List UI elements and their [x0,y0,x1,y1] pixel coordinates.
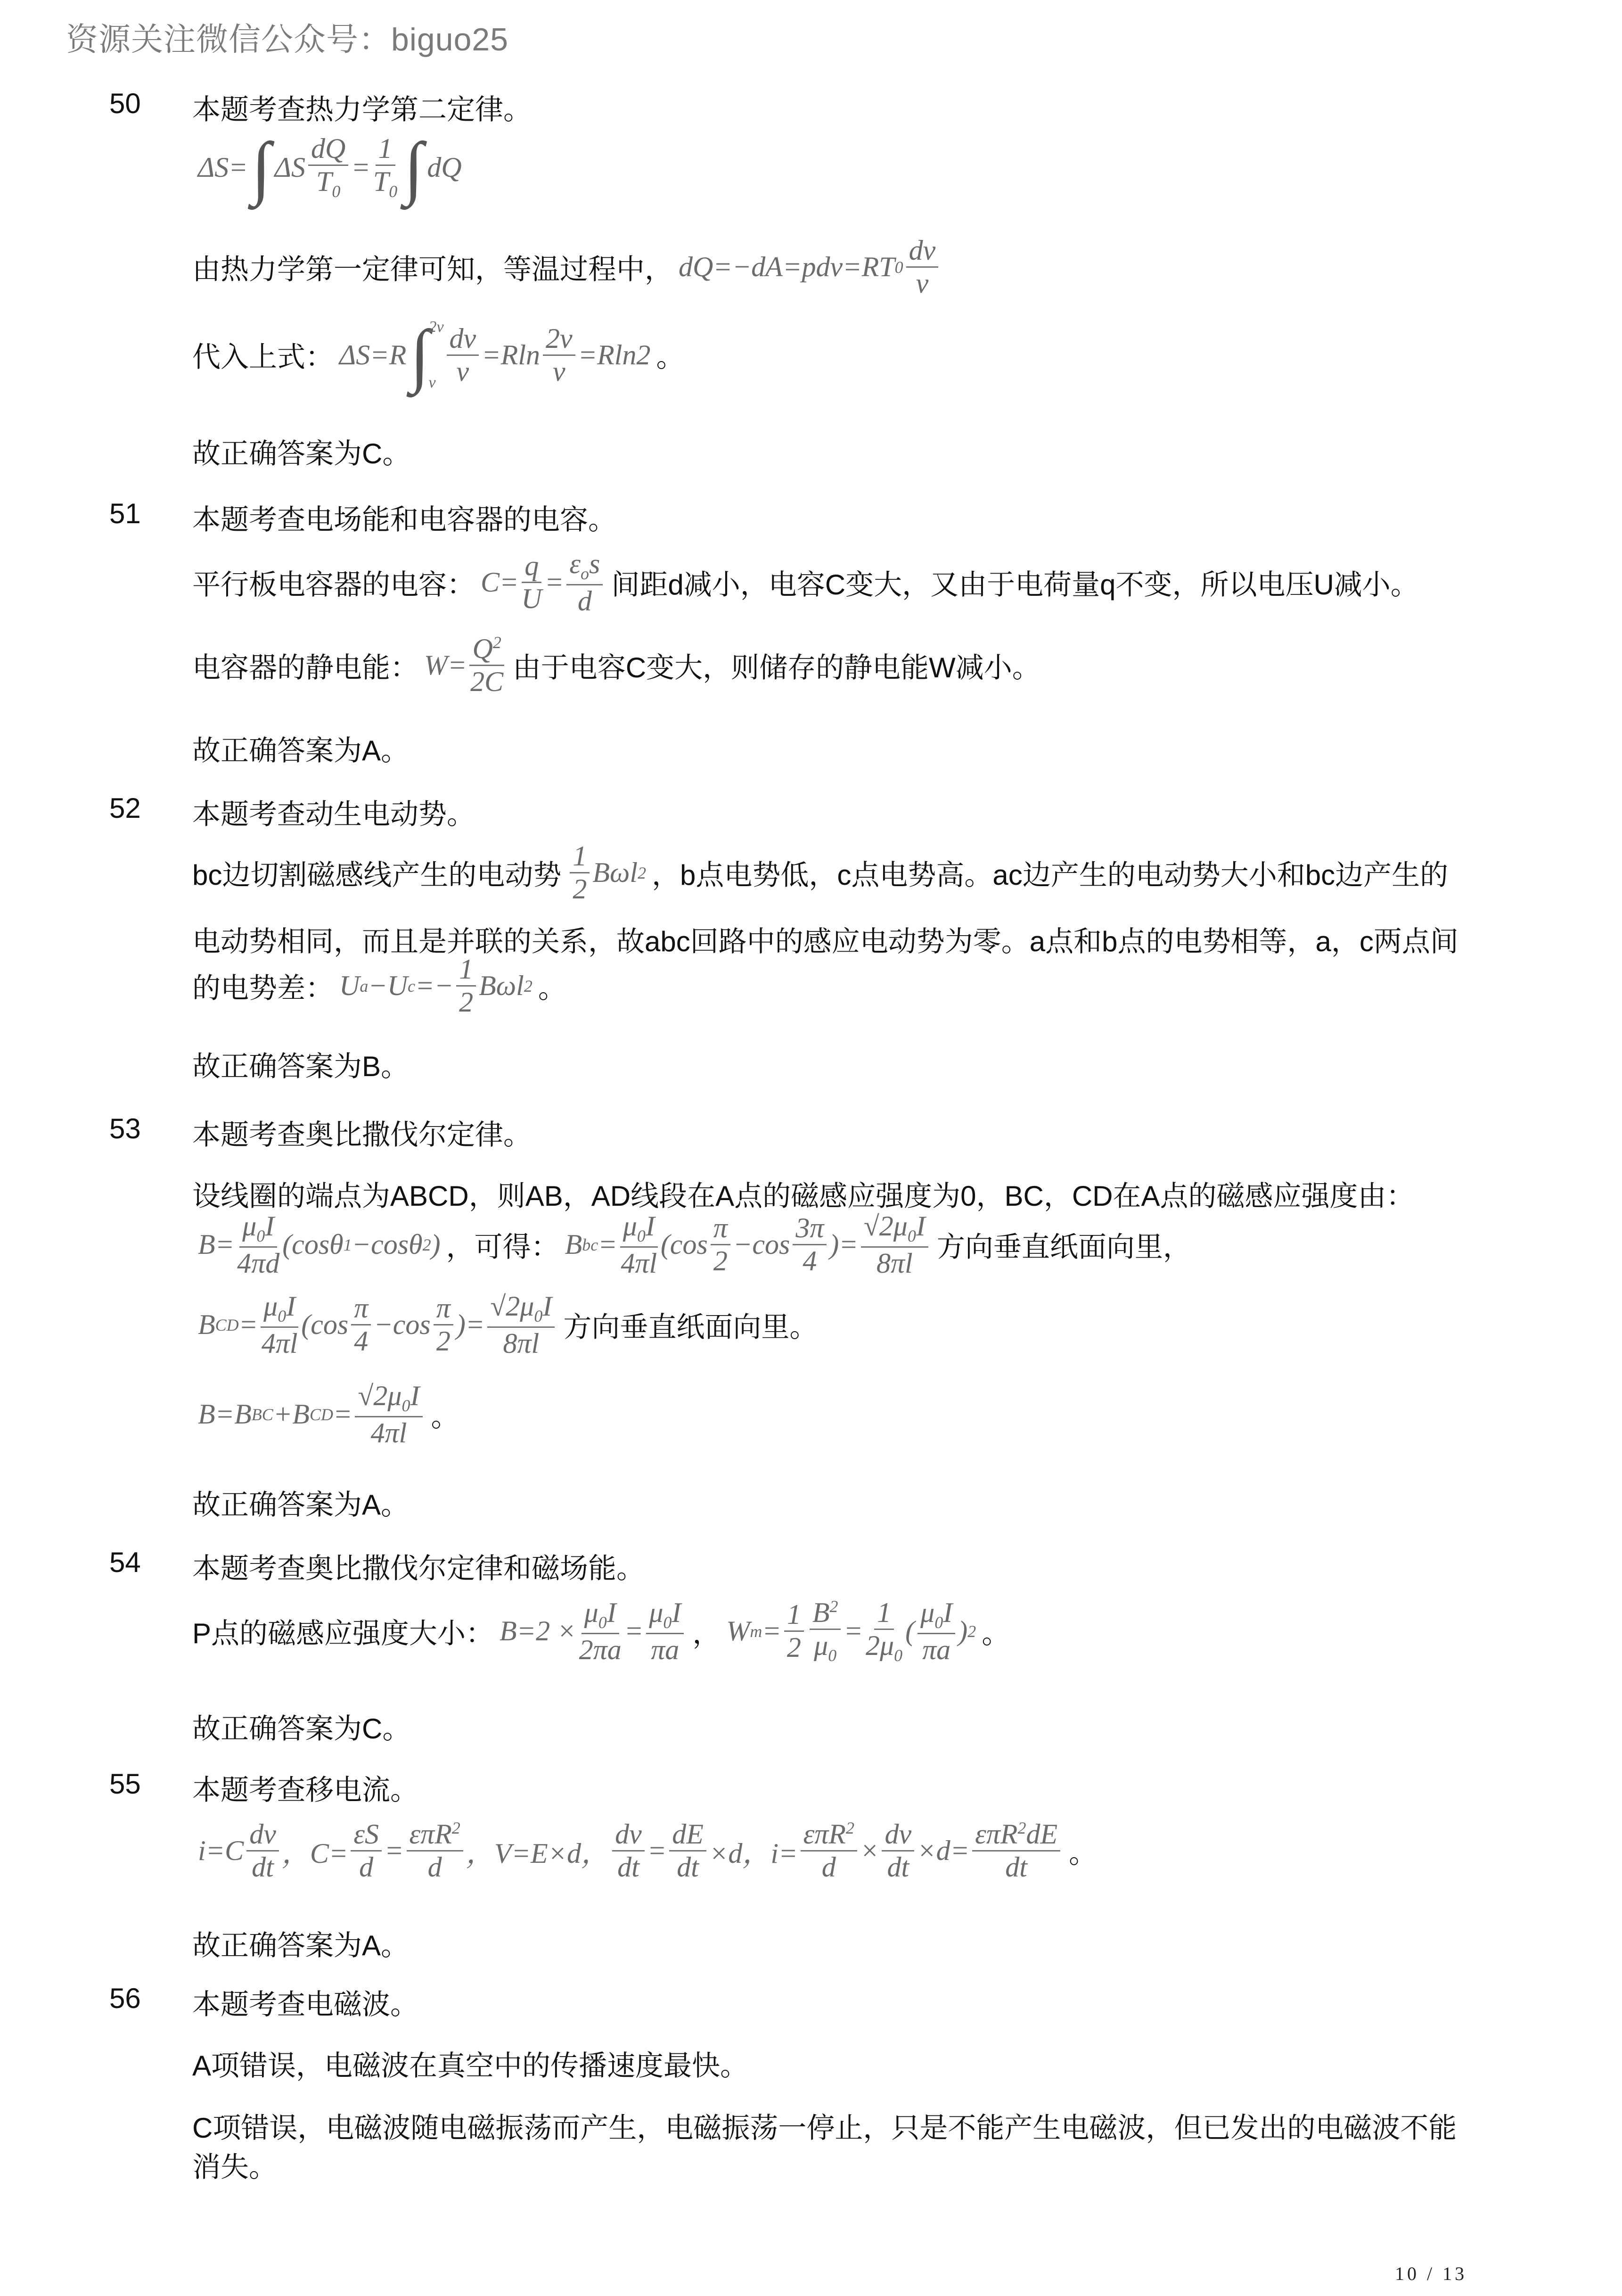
line-suffix: 。 [982,1617,1010,1649]
line-text: 故正确答案为A。 [192,735,410,766]
question-number: 53 [109,1113,141,1144]
question-number: 51 [109,498,141,529]
watermark: 资源关注微信公众号：biguo25 [66,22,509,58]
line-suffix: 由于电容C变大，则储存的静电能W减小。 [512,651,1040,683]
line-text: C项错误，电磁波随电磁振荡而产生，电磁振荡一停止，只是不能产生电磁波，但已发出的电磁波不能 [192,2112,1457,2144]
line-text: 电容器的静电能： [192,651,418,683]
formula: B CD = $\frac{\mu_0I}{4\pi l}$ (cos $\frac{\pi}{4}$ −cos $\frac{\pi}{2}$ )= $\frac{√2\mu_0I}{8\pi l}$ [198,1292,557,1358]
formula: $\frac{1}{2}$ Bωl 2 [567,841,646,904]
explanation-line [192,2043,748,2084]
question-number: 52 [109,792,141,824]
item-heading: 本题考查动生电动势。 [192,798,475,830]
line-text: bc边切割磁感线产生的电动势 [192,859,562,891]
formula-line [192,1819,1097,1882]
explanation-line [192,549,1419,616]
explanation-line [192,236,947,298]
answer-line [192,1482,409,1523]
line-suffix: 间距d减小，电容C变大，又由于电荷量q不变，所以电压U减小。 [611,568,1419,601]
explanation-line [192,1598,1010,1665]
line-text: 代入上式： [192,341,334,373]
line-text: A项错误，电磁波在真空中的传播速度最快。 [192,2050,749,2082]
line-suffix: 。 [1069,1837,1098,1869]
answer-line [192,728,409,769]
answer-line [192,1044,409,1085]
line-text: 故正确答案为B。 [192,1051,410,1082]
line-text: 故正确答案为C。 [192,438,411,469]
formula: C= $\frac{q}{U}$ = $\frac{\varepsilon_os}{d}$ [481,549,606,616]
line-text: 由热力学第一定律可知，等温过程中， [192,253,673,285]
item-heading: 本题考查移电流。 [192,1774,418,1806]
formula: i=C $\frac{dv}{dt}$ ，C= $\frac{\varepsilon S}{d}$ = $\frac{\varepsilon\pi R^2}{d}$ ，V=E×d， $\frac{dv}{dt}$ = $\frac{dE}{dt}$ ×d，i= $\frac{\varepsilon\pi R^2}{d}$ × $\frac{dv}{dt}$ ×d= $\frac{\varepsilon\pi R^2dE}{dt}$ [198,1819,1063,1882]
line-suffix: 方向垂直纸面向里， [936,1231,1191,1263]
line-text: 设线圈的端点为ABCD，则AB，AD线段在A点的磁感应强度为0，BC，CD在A点的磁感应强度由： [192,1180,1415,1212]
formula-line [192,1381,459,1448]
answer-line [192,1923,409,1964]
explanation-line [192,318,684,392]
line-text: 故正确答案为C。 [192,1713,411,1745]
formula: ΔS= ∫ ΔS $\frac{dQ}{T_0}$ = $\frac{1}{T_0}$ ∫ dQ [198,128,462,206]
line-suffix: 。 [656,341,685,373]
formula: B= $\frac{\mu_0I}{4\pi d}$ (cosθ 1 −cosθ 2 ) [198,1210,441,1279]
line-suffix: ， [692,1617,721,1649]
formula: ΔS=R ∫ 2v v $\frac{dv}{v}$ =Rln $\frac{2v}{v}$ =Rln2 [339,316,651,394]
item-heading: 本题考查电场能和电容器的电容。 [192,504,616,535]
line-text: 的电势差： [192,972,334,1004]
explanation-line [192,2145,277,2185]
formula-line [192,128,467,206]
item-heading: 本题考查奥比撒伐尔定律。 [192,1119,532,1151]
line-text: 平行板电容器的电容： [192,568,475,601]
page-separator: / [1427,2263,1435,2284]
line-text: 电动势相同，而且是并联的关系，故abc回路中的感应电动势为零。a点和b点的电势相等，a，c两点间 [192,926,1458,957]
explanation-line [192,841,1448,904]
line-suffix: 。 [538,972,566,1004]
question-number: 56 [109,1983,141,2014]
explanation-line [192,919,1458,960]
page-indicator [1395,2263,1467,2285]
formula: B=B BC +B CD = $\frac{√2\mu_0I}{4\pi l}$ [198,1381,426,1448]
question-number: 55 [109,1768,141,1800]
page-current: 10 [1395,2263,1419,2284]
line-text: 消失。 [192,2151,277,2183]
item-heading: 本题考查热力学第二定律。 [192,94,532,125]
formula: W= $\frac{Q^2}{2C}$ [424,633,504,697]
question-number: 54 [109,1547,141,1578]
explanation-line [192,634,1040,697]
formula: W m = $\frac{1}{2}$ $\frac{B^2}{\mu_0}$ = $\frac{1}{2\mu_0}$ ( $\frac{\mu_0I}{\pi a}$ ) 2 [726,1597,976,1665]
line-suffix: ，可得： [446,1231,559,1263]
item-heading: 本题考查奥比撒伐尔定律和磁场能。 [192,1553,645,1584]
line-suffix: 。 [431,1400,459,1432]
answer-line [192,431,410,472]
explanation-line [192,1174,1415,1214]
answer-line [192,1706,410,1747]
line-text: 故正确答案为A。 [192,1489,410,1521]
formula-line [192,1211,1191,1278]
item-heading: 本题考查电磁波。 [192,1989,418,2020]
page-total: 13 [1442,2263,1467,2284]
line-suffix: ，b点电势低，c点电势高。ac边产生的电动势大小和bc边产生的 [652,859,1449,891]
formula-line [192,1292,818,1358]
line-text: 故正确答案为A。 [192,1930,410,1961]
formula: B bc = $\frac{\mu_0I}{4\pi l}$ (cos $\frac{\pi}{2}$ −cos $\frac{3\pi}{4}$ )= $\frac{√2\mu_0I}{8\pi l}$ [565,1211,931,1278]
line-suffix: 方向垂直纸面向里。 [563,1311,818,1343]
formula: U a −U c =− $\frac{1}{2}$ Bωl 2 [339,954,532,1018]
formula: dQ=−dA=pdv=RT 0 $\frac{dv}{v}$ [679,236,941,298]
formula: B=2 × $\frac{\mu_0I}{2\pi a}$ = $\frac{\mu_0I}{\pi a}$ [500,1598,687,1665]
explanation-line [192,955,566,1017]
line-text: P点的磁感应强度大小： [192,1617,494,1649]
explanation-line [192,2106,1457,2146]
question-number: 50 [109,88,141,119]
